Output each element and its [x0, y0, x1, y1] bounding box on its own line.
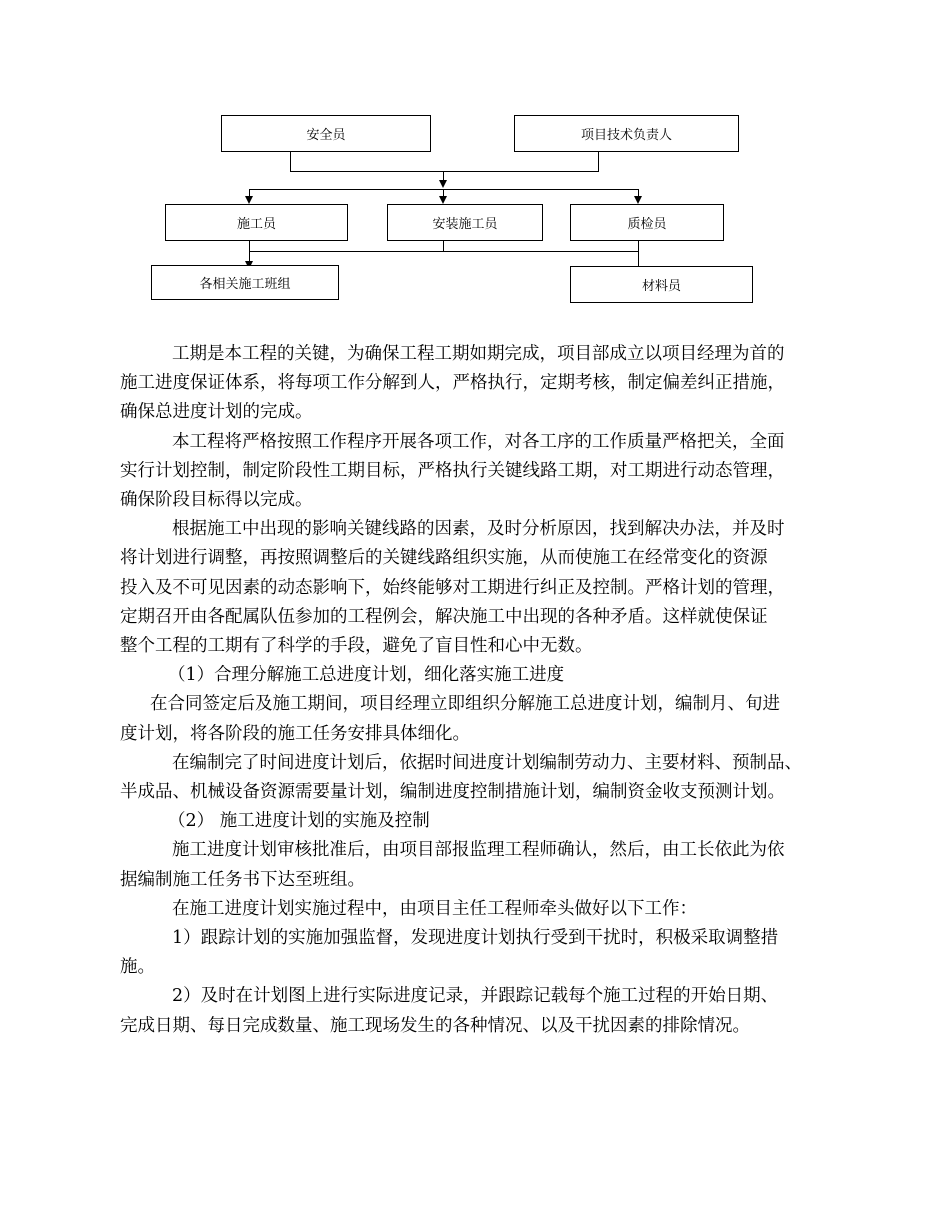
arrow-down-icon	[634, 196, 642, 204]
box-installation-worker: 安装施工员	[387, 204, 543, 241]
paragraph-line: 度计划，将各阶段的施工任务安排具体细化。	[120, 723, 470, 744]
connector-line	[598, 152, 599, 172]
paragraph-line: 2）及时在计划图上进行实际进度记录，并跟踪记载每个施工过程的开始日期、	[172, 986, 779, 1007]
box-safety-officer: 安全员	[221, 115, 431, 152]
arrow-down-icon	[439, 180, 447, 188]
paragraph-line: 在编制完了时间进度计划后，依据时间进度计划编制劳动力、主要材料、预制品、	[172, 752, 802, 773]
box-construction-worker: 施工员	[165, 204, 348, 241]
paragraph-line: 施工进度计划审核批准后，由项目部报监理工程师确认，然后，由工长依此为依	[172, 840, 785, 861]
body-text	[120, 340, 840, 1041]
paragraph-line: 施工进度保证体系，将每项工作分解到人，严格执行，定期考核，制定偏差纠正措施，	[120, 373, 785, 394]
box-quality-inspector: 质检员	[570, 204, 724, 241]
paragraph-line: 根据施工中出现的影响关键线路的因素，及时分析原因，找到解决办法，并及时	[172, 519, 785, 540]
section-heading: （1）合理分解施工总进度计划，细化落实施工进度	[168, 665, 565, 686]
arrow-down-icon	[439, 196, 447, 204]
paragraph-line: 施。	[120, 957, 155, 978]
section-heading: （2） 施工进度计划的实施及控制	[168, 811, 430, 832]
box-construction-teams: 各相关施工班组	[151, 265, 339, 300]
paragraph-line: 投入及不可见因素的动态影响下，始终能够对工期进行纠正及控制。严格计划的管理，	[120, 577, 785, 598]
paragraph-line: 本工程将严格按照工作程序开展各项工作，对各工序的工作质量严格把关，全面	[172, 431, 785, 452]
paragraph-line: 整个工程的工期有了科学的手段，避免了盲目性和心中无数。	[120, 636, 593, 657]
connector-line	[249, 251, 639, 252]
arrow-down-icon	[245, 196, 253, 204]
paragraph-line: 半成品、机械设备资源需要量计划，编制进度控制措施计划，编制资金收支预测计划。	[120, 782, 785, 803]
org-chart	[0, 0, 950, 320]
paragraph-line: 在合同签定后及施工期间，项目经理立即组织分解施工总进度计划，编制月、旬进	[150, 694, 780, 715]
paragraph-line: 1）跟踪计划的实施加强监督，发现进度计划执行受到干扰时，积极采取调整措	[172, 928, 779, 949]
connector-line	[290, 171, 599, 172]
box-materials-officer: 材料员	[570, 266, 753, 303]
paragraph-line: 实行计划控制，制定阶段性工期目标，严格执行关键线路工期，对工期进行动态管理，	[120, 460, 785, 481]
connector-line	[290, 152, 291, 172]
paragraph-line: 定期召开由各配属队伍参加的工程例会，解决施工中出现的各种矛盾。这样就使保证	[120, 606, 768, 627]
paragraph-line: 确保阶段目标得以完成。	[120, 490, 313, 511]
paragraph-line: 据编制施工任务书下达至班组。	[120, 869, 365, 890]
paragraph-line: 工期是本工程的关键，为确保工程工期如期完成，项目部成立以项目经理为首的	[172, 344, 785, 364]
paragraph-line: 确保总进度计划的完成。	[120, 402, 313, 423]
paragraph-line: 将计划进行调整，再按照调整后的关键线路组织实施，从而使施工在经常变化的资源	[120, 548, 768, 569]
connector-line	[249, 241, 250, 251]
box-project-tech-lead: 项目技术负责人	[514, 115, 739, 152]
paragraph-line: 完成日期、每日完成数量、施工现场发生的各种情况、以及干扰因素的排除情况。	[120, 1015, 750, 1036]
paragraph-line: 在施工进度计划实施过程中，由项目主任工程师牵头做好以下工作：	[172, 898, 697, 919]
